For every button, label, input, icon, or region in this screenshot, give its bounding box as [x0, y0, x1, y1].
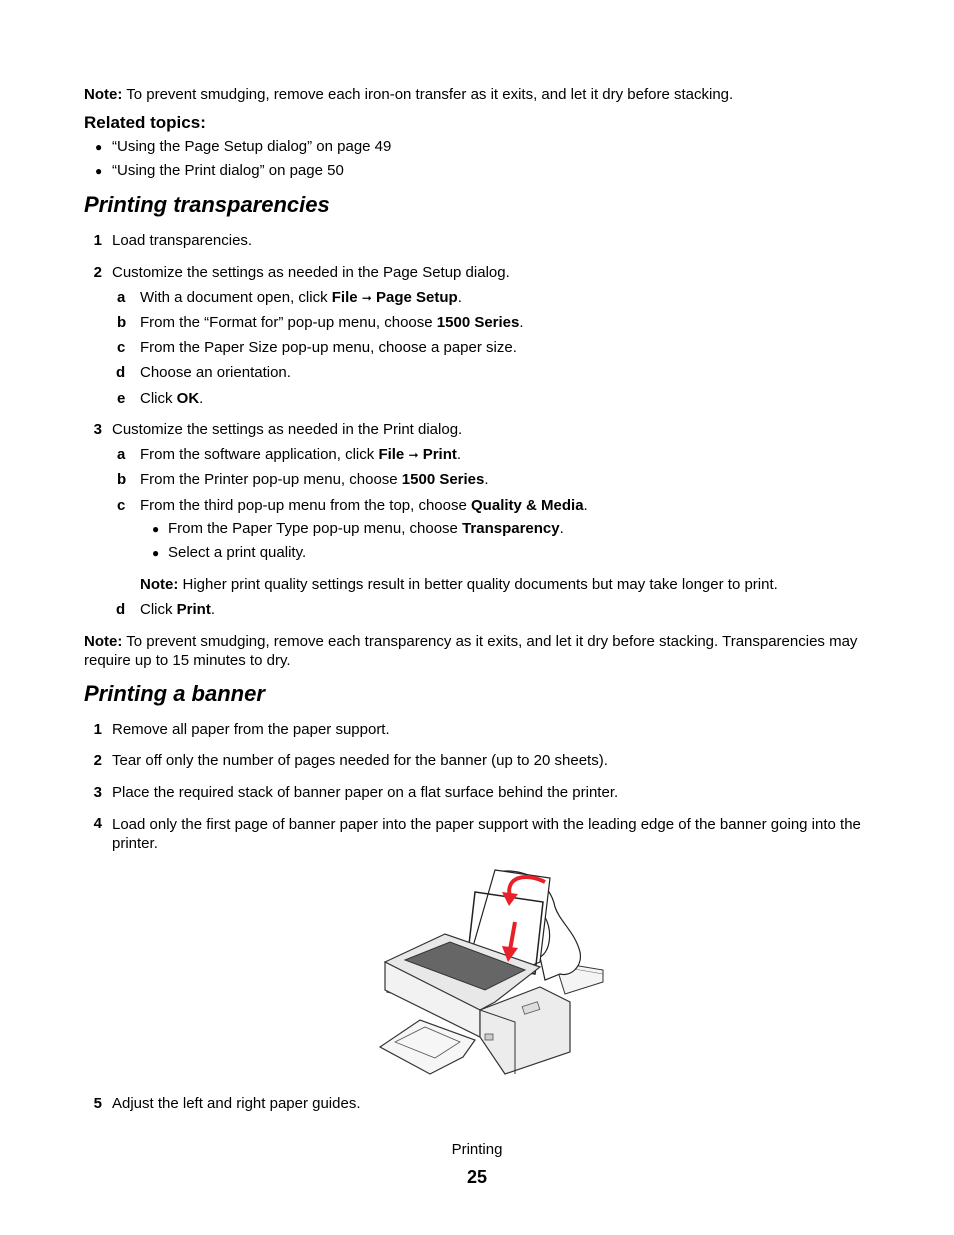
step-number: 4	[93, 815, 102, 832]
print-label: Print	[176, 601, 211, 618]
bullet-icon: ●	[95, 140, 103, 154]
note-label: Note:	[84, 86, 123, 103]
footer-section: Printing	[451, 1141, 503, 1158]
substep-letter: a	[117, 289, 126, 306]
transparency-label: Transparency	[462, 520, 560, 537]
substep-letter: a	[117, 446, 126, 463]
substep-text	[140, 471, 489, 488]
substep-letter: b	[117, 471, 127, 488]
section-title-transparencies: Printing transparencies	[84, 192, 330, 217]
ok-label: OK	[176, 390, 200, 407]
substep-pre: From the software application, click	[140, 446, 379, 463]
step-number: 3	[93, 421, 102, 438]
bullet-text	[168, 520, 564, 537]
substep-post: .	[484, 471, 489, 488]
substep-text	[140, 289, 462, 306]
substep-post: .	[457, 289, 462, 306]
substep-pre: Click	[140, 390, 177, 407]
step-number: 2	[93, 264, 102, 281]
step-number: 5	[93, 1095, 102, 1112]
step-number: 1	[93, 721, 102, 738]
substep-post: .	[199, 390, 204, 407]
substep-post: .	[456, 446, 462, 463]
note-quality	[140, 576, 778, 593]
printer-banner-illustration	[375, 862, 610, 1082]
printer-name: 1500 Series	[436, 314, 520, 331]
printer-name: 1500 Series	[401, 471, 485, 488]
note-label: Note:	[84, 633, 123, 650]
substep-pre: Click	[140, 601, 177, 618]
related-link-2[interactable]: “Using the Print dialog” on page 50	[112, 162, 344, 179]
substep-text	[140, 497, 588, 514]
bullet-icon: ●	[152, 522, 160, 536]
menu-page-setup: Page Setup	[376, 289, 458, 306]
bullet-pre: From the Paper Type pop-up menu, choose	[168, 520, 463, 537]
note-label: Note:	[140, 576, 179, 593]
step-text: Customize the settings as needed in the Page Setup dialog.	[112, 264, 510, 281]
substep-post: .	[210, 601, 216, 618]
substep-post: .	[519, 314, 524, 331]
related-link-1[interactable]: “Using the Page Setup dialog” on page 49	[112, 138, 392, 155]
substep-text	[140, 446, 461, 463]
substep-letter: d	[116, 364, 126, 381]
bullet-post: .	[559, 520, 564, 537]
step-text: Customize the settings as needed in the Print dialog.	[112, 421, 463, 438]
step-text: Load transparencies.	[112, 232, 253, 249]
note-text: To prevent smudging, remove each iron-on transfer as it exits, and let it dry before stacking.	[122, 86, 734, 103]
substep-post: .	[583, 497, 588, 514]
arrow-right-icon: ➞	[361, 291, 372, 305]
bullet-text: Select a print quality.	[168, 544, 307, 561]
menu-file: File	[378, 446, 405, 463]
substep-letter: d	[116, 601, 126, 618]
note-text: Higher print quality settings result in better quality documents but may take longer to print.	[178, 576, 778, 593]
step-text: Remove all paper from the paper support.	[112, 721, 390, 738]
step-text: Place the required stack of banner paper on a flat surface behind the printer.	[112, 784, 619, 801]
substep-pre: From the Printer pop-up menu, choose	[140, 471, 402, 488]
step-text: Adjust the left and right paper guides.	[112, 1095, 361, 1112]
bullet-icon: ●	[152, 546, 160, 560]
substep-pre: From the third pop-up menu from the top, choose	[140, 497, 472, 514]
substep-letter: b	[117, 314, 127, 331]
bullet-icon: ●	[95, 164, 103, 178]
substep-text	[140, 390, 203, 407]
substep-pre: With a document open, click	[140, 289, 332, 306]
arrow-right-icon: ➞	[408, 448, 419, 462]
substep-text	[140, 601, 215, 618]
note-text: To prevent smudging, remove each transparency as it exits, and let it dry before stacking. Transparencies may require up to 15 minutes to dry.	[84, 633, 858, 669]
note-top	[84, 86, 733, 103]
substep-letter: c	[117, 339, 126, 356]
substep-letter: e	[117, 390, 126, 407]
step-number: 1	[93, 232, 102, 249]
substep-text: Choose an orientation.	[140, 364, 291, 381]
page-number: 25	[466, 1167, 488, 1187]
section-title-banner: Printing a banner	[84, 681, 265, 706]
step-text: Tear off only the number of pages needed for the banner (up to 20 sheets).	[112, 752, 608, 769]
menu-print: Print	[422, 446, 457, 463]
substep-letter: c	[117, 497, 126, 514]
related-topics-heading: Related topics:	[84, 113, 206, 132]
step-text: Load only the first page of banner paper into the paper support with the leading edge of the banner going into the printer.	[112, 816, 861, 852]
quality-media-label: Quality & Media	[471, 497, 584, 514]
note-transparency	[84, 632, 874, 670]
menu-file: File	[331, 289, 358, 306]
substep-text: From the Paper Size pop-up menu, choose a paper size.	[140, 339, 517, 356]
step-number: 2	[93, 752, 102, 769]
step-number: 3	[93, 784, 102, 801]
substep-text	[140, 314, 524, 331]
substep-pre: From the “Format for” pop-up menu, choose	[140, 314, 437, 331]
